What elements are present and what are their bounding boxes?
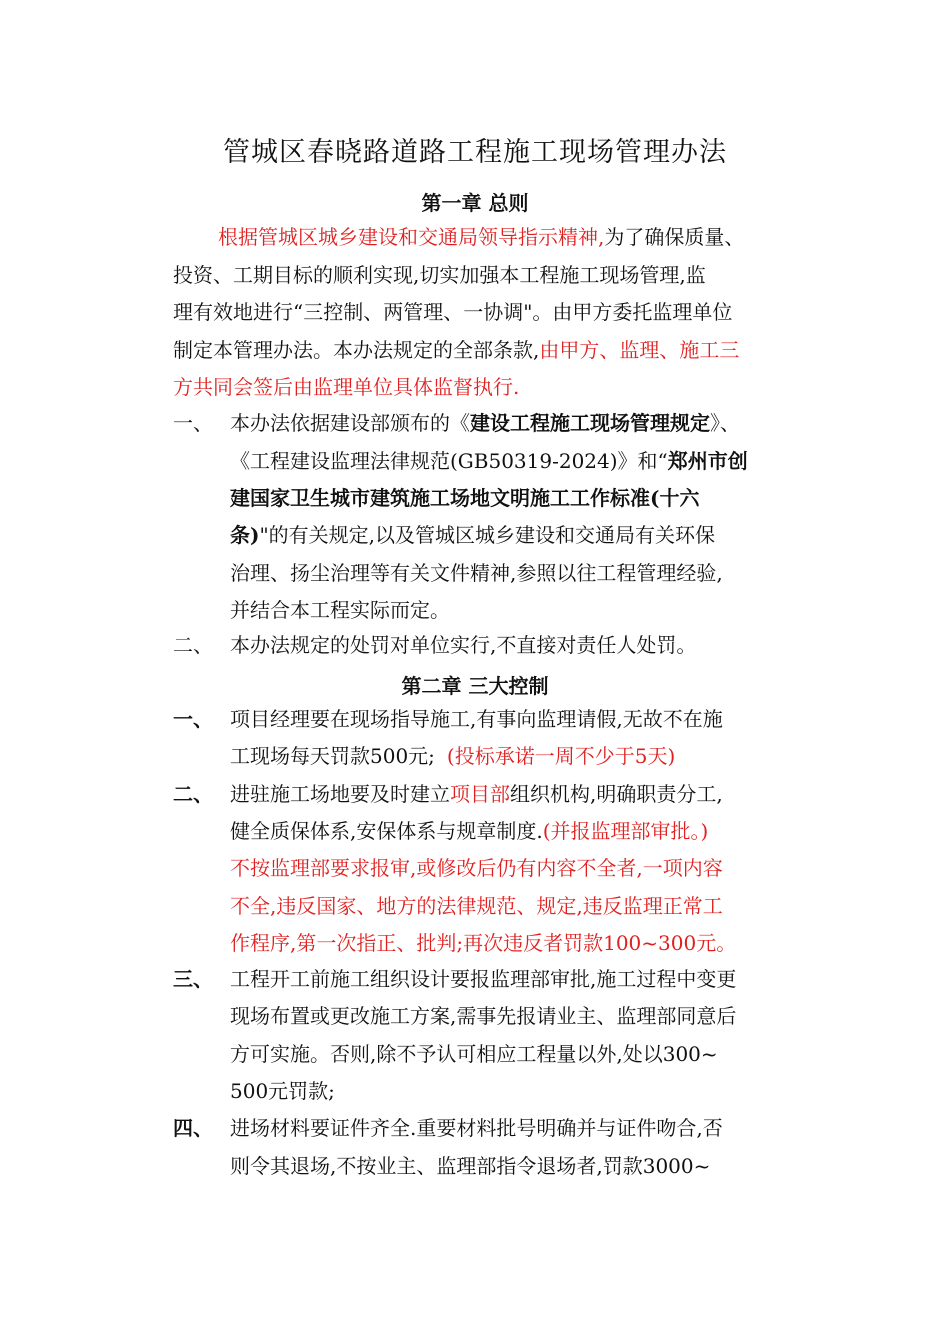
item-text: "的有关规定,以及管城区城乡建设和交通局有关环保 [259, 523, 716, 547]
chapter-1-item-1-line-1 [230, 410, 740, 436]
regulation-title: 建设工程施工现场管理规定 [470, 411, 710, 435]
item-red-text: (并报监理部审批。) [542, 819, 709, 843]
chapter-2-item-4-line-2: 则令其退场,不按业主、监理部指令退场者,罚款3000~ [230, 1154, 711, 1178]
standard-title: 郑州市创 [667, 449, 748, 473]
intro-red-text: 由甲方、监理、施工三 [539, 338, 740, 362]
item-text: 工现场每天罚款500元; [230, 744, 435, 768]
standard-title: 条) [230, 523, 260, 547]
item-red-text: (投标承诺一周不少于5天) [446, 744, 676, 768]
chapter-1-item-1-line-3: 建国家卫生城市建筑施工场地文明施工工作标准(十六 [230, 486, 700, 510]
chapter-2-item-4-line-1: 进场材料要证件齐全.重要材料批号明确并与证件吻合,否 [230, 1116, 723, 1140]
chapter-2-item-2-line-4: 不全,违反国家、地方的法律规范、规定,违反监理正常工 [230, 894, 723, 918]
chapter-1-item-1-line-2 [230, 448, 748, 474]
chapter-2-item-3-line-1: 工程开工前施工组织设计要报监理部审批,施工过程中变更 [230, 967, 737, 991]
chapter-1-intro-line-4 [173, 337, 739, 363]
chapter-1-item-2-line-1: 本办法规定的处罚对单位实行,不直接对责任人处罚。 [230, 633, 697, 657]
chapter-1-item-1-line-5: 治理、扬尘治理等有关文件精神,参照以往工程管理经验, [230, 561, 723, 585]
chapter-1-intro-line-2: 投资、工期目标的顺利实现,切实加强本工程施工现场管理,监 [173, 263, 706, 287]
item-number: 四、 [173, 1116, 213, 1140]
chapter-2-item-3-line-4: 500元罚款; [230, 1079, 335, 1103]
chapter-1-item-1-line-6: 并结合本工程实际而定。 [230, 598, 450, 622]
chapter-1-intro-line-5: 方共同会签后由监理单位具体监督执行. [173, 375, 520, 399]
item-number: 一、 [173, 707, 213, 731]
chapter-2-item-2-line-3: 不按监理部要求报审,或修改后仍有内容不全者,一项内容 [230, 856, 723, 880]
intro-red-text: 根据管城区城乡建设和交通局领导指示精神, [218, 225, 605, 249]
intro-black-text: 制定本管理办法。本办法规定的全部条款, [173, 338, 540, 362]
item-text: 本办法依据建设部颁布的《 [230, 411, 470, 435]
chapter-2-item-3-line-2: 现场布置或更改施工方案,需事先报请业主、监理部同意后 [230, 1004, 737, 1028]
item-text: 《工程建设监理法律规范(GB50319-2024)》和“ [230, 449, 668, 473]
item-text: 进驻施工场地要及时建立 [230, 782, 450, 806]
chapter-2-item-1-line-1: 项目经理要在现场指导施工,有事向监理请假,无故不在施 [230, 707, 723, 731]
item-number: 二、 [173, 782, 213, 806]
intro-black-text: 为了确保质量、 [604, 225, 745, 249]
chapter-2-heading: 第二章 三大控制 [401, 674, 549, 698]
chapter-1-item-1-line-4 [230, 522, 715, 548]
item-number: 二、 [173, 633, 213, 657]
chapter-2-item-2-line-5: 作程序,第一次指正、批判;再次违反者罚款100~300元。 [230, 931, 737, 955]
item-number: 一、 [173, 411, 213, 435]
chapter-2-item-2-line-2 [230, 818, 708, 844]
item-text: 》、 [710, 411, 740, 435]
item-text: 组织机构,明确职责分工, [510, 782, 723, 806]
chapter-2-item-2-line-1 [230, 781, 723, 807]
chapter-1-intro-line-3: 理有效地进行“三控制、两管理、一协调"。由甲方委托监理单位 [173, 300, 733, 324]
chapter-2-item-1-line-2 [230, 743, 675, 769]
chapter-2-item-3-line-3: 方可实施。否则,除不予认可相应工程量以外,处以300~ [230, 1042, 718, 1066]
chapter-1-intro-line-1 [218, 224, 744, 250]
chapter-1-heading: 第一章 总则 [421, 191, 529, 215]
item-red-text: 项目部 [450, 782, 510, 806]
item-text: 健全质保体系,安保体系与规章制度. [230, 819, 543, 843]
item-number: 三、 [173, 967, 213, 991]
document-title: 管城区春晓路道路工程施工现场管理办法 [223, 137, 727, 168]
